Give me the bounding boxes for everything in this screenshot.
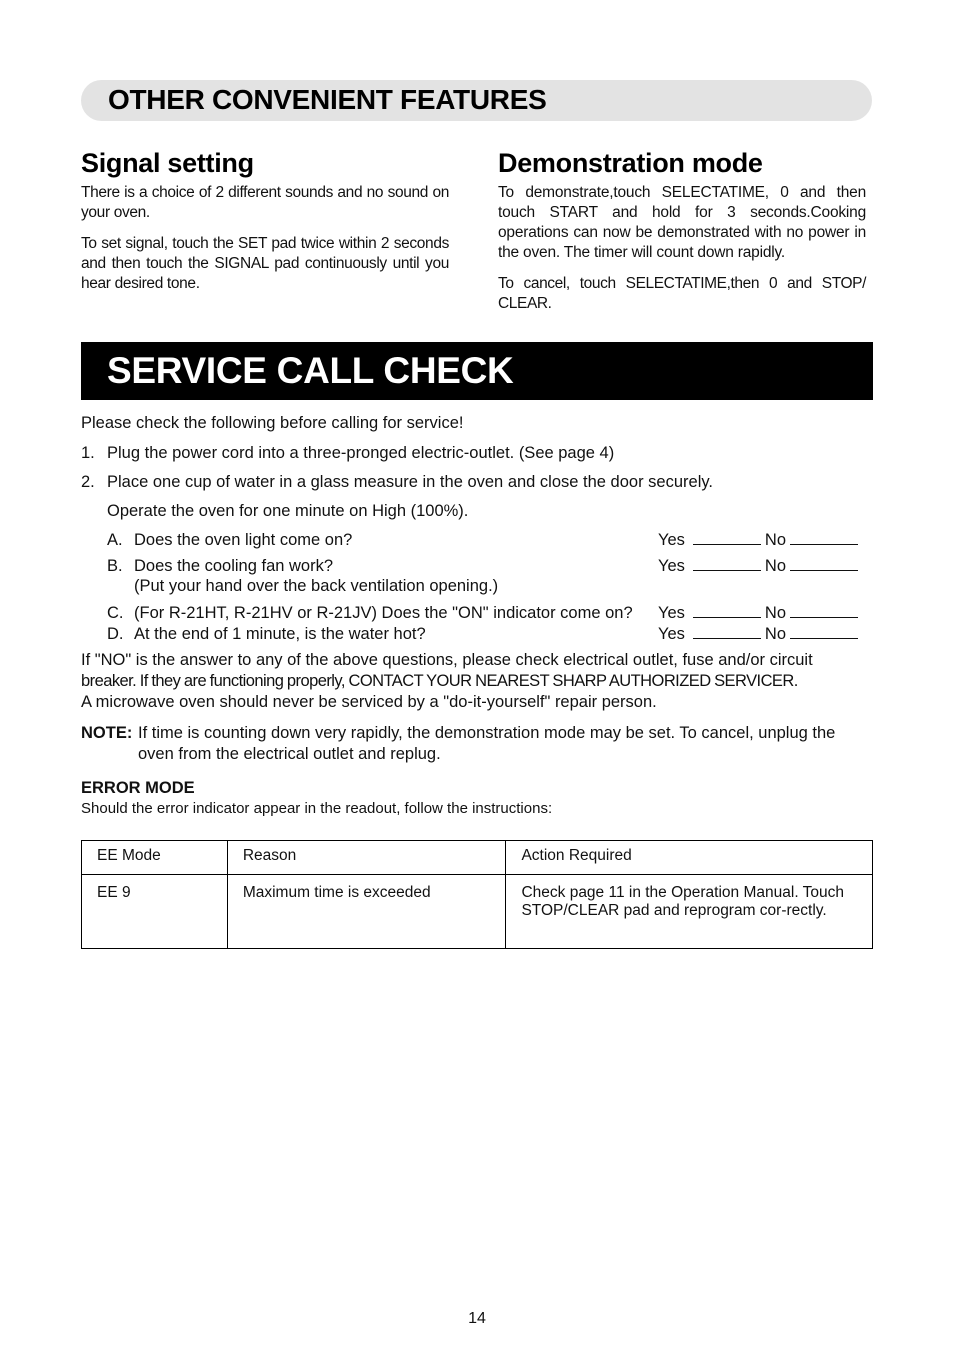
- service-call-check-title: SERVICE CALL CHECK: [107, 350, 514, 391]
- no-blank: [790, 531, 858, 545]
- signal-setting-paragraph-2: To set signal, touch the SET pad twice within 2 seconds and then touch the SIGNAL pad continuously until you hear desired tone.: [81, 235, 449, 292]
- error-mode-heading: ERROR MODE: [81, 779, 195, 797]
- yes-label: Yes: [658, 531, 685, 549]
- demonstration-mode-paragraph-1: To demonstrate,touch SELECTATIME, 0 and then touch START and hold for 3 seconds.Cooking operations can now be demonstrated with no power in the oven. The timer will count down rapidly.: [498, 184, 866, 261]
- question-a: [81, 530, 873, 550]
- step-text: Plug the power cord into a three-pronged electric-outlet. (See page 4): [107, 444, 615, 462]
- step-item: [81, 443, 873, 463]
- yes-blank: [693, 625, 761, 639]
- table-cell: EE 9: [82, 875, 228, 949]
- demonstration-mode-paragraph-2: To cancel, touch SELECTATIME,then 0 and STOP/ CLEAR.: [498, 275, 866, 312]
- service-call-check-body: [81, 413, 873, 819]
- features-title: OTHER CONVENIENT FEATURES: [108, 84, 547, 115]
- question-letter: B.: [107, 557, 123, 575]
- yes-no-answer: [658, 530, 858, 550]
- table-header-cell: Action Required: [506, 841, 873, 875]
- operate-instruction: Operate the oven for one minute on High (100%).: [107, 502, 469, 520]
- table-header-row: [82, 841, 873, 875]
- question-d: [81, 624, 873, 644]
- no-label: No: [764, 557, 787, 575]
- signal-setting-section: [81, 148, 449, 305]
- error-mode-intro: Should the error indicator appear in the readout, follow the instructions:: [81, 800, 553, 817]
- question-text: At the end of 1 minute, is the water hot?: [134, 625, 426, 643]
- yes-blank: [693, 531, 761, 545]
- no-blank: [790, 625, 858, 639]
- no-label: No: [764, 604, 787, 622]
- signal-setting-paragraph-1: There is a choice of 2 different sounds and no sound on your oven.: [81, 184, 449, 221]
- yes-no-answer: [658, 603, 858, 623]
- table-cell: Maximum time is exceeded: [227, 875, 506, 949]
- question-text: Does the cooling fan work?: [134, 557, 334, 575]
- if-no-line-3: A microwave oven should never be serviced by a "do-it-yourself" repair person.: [81, 693, 657, 711]
- question-letter: A.: [107, 531, 123, 549]
- note-text: If time is counting down very rapidly, the demonstration mode may be set. To cancel, unplug the oven from the electrical outlet and replug.: [138, 724, 836, 763]
- service-call-check-banner: [81, 342, 873, 400]
- no-label: No: [764, 531, 787, 549]
- question-c: [81, 603, 873, 623]
- demonstration-mode-heading: Demonstration mode: [498, 148, 763, 178]
- features-header-bar: [81, 80, 872, 121]
- service-intro: Please check the following before calling for service!: [81, 414, 464, 432]
- signal-setting-heading: Signal setting: [81, 148, 254, 178]
- if-no-line-1: If "NO" is the answer to any of the above questions, please check electrical outlet, fuse and/or circuit: [81, 651, 813, 669]
- yes-label: Yes: [658, 604, 685, 622]
- note-label: NOTE:: [81, 724, 133, 742]
- yes-blank: [693, 557, 761, 571]
- step-item: [81, 472, 873, 492]
- step-text: Place one cup of water in a glass measure in the oven and close the door securely.: [107, 473, 713, 491]
- question-text: (For R-21HT, R-21HV or R-21JV) Does the "ON" indicator come on?: [134, 604, 633, 622]
- table-cell: Check page 11 in the Operation Manual. Touch STOP/CLEAR pad and reprogram cor-rectly.: [506, 875, 873, 949]
- step-number: 2.: [81, 473, 95, 491]
- error-mode-table: [81, 840, 873, 949]
- step-number: 1.: [81, 444, 95, 462]
- page-number: 14: [468, 1310, 486, 1327]
- yes-no-answer: [658, 556, 858, 576]
- demonstration-mode-section: [498, 148, 866, 325]
- question-extra: (Put your hand over the back ventilation opening.): [134, 577, 499, 595]
- question-text: Does the oven light come on?: [134, 531, 353, 549]
- no-blank: [790, 557, 858, 571]
- note-block: [81, 723, 873, 765]
- question-letter: D.: [107, 625, 124, 643]
- no-blank: [790, 604, 858, 618]
- if-no-line-2: breaker. If they are functioning properly, CONTACT YOUR NEAREST SHARP AUTHORIZED SERVICER.: [81, 672, 798, 690]
- question-b: [81, 556, 873, 596]
- question-letter: C.: [107, 604, 124, 622]
- yes-label: Yes: [658, 625, 685, 643]
- no-label: No: [764, 625, 787, 643]
- yes-label: Yes: [658, 557, 685, 575]
- table-row: [82, 875, 873, 949]
- yes-blank: [693, 604, 761, 618]
- table-header-cell: EE Mode: [82, 841, 228, 875]
- yes-no-answer: [658, 624, 858, 644]
- if-no-paragraph: [81, 650, 873, 713]
- table-header-cell: Reason: [227, 841, 506, 875]
